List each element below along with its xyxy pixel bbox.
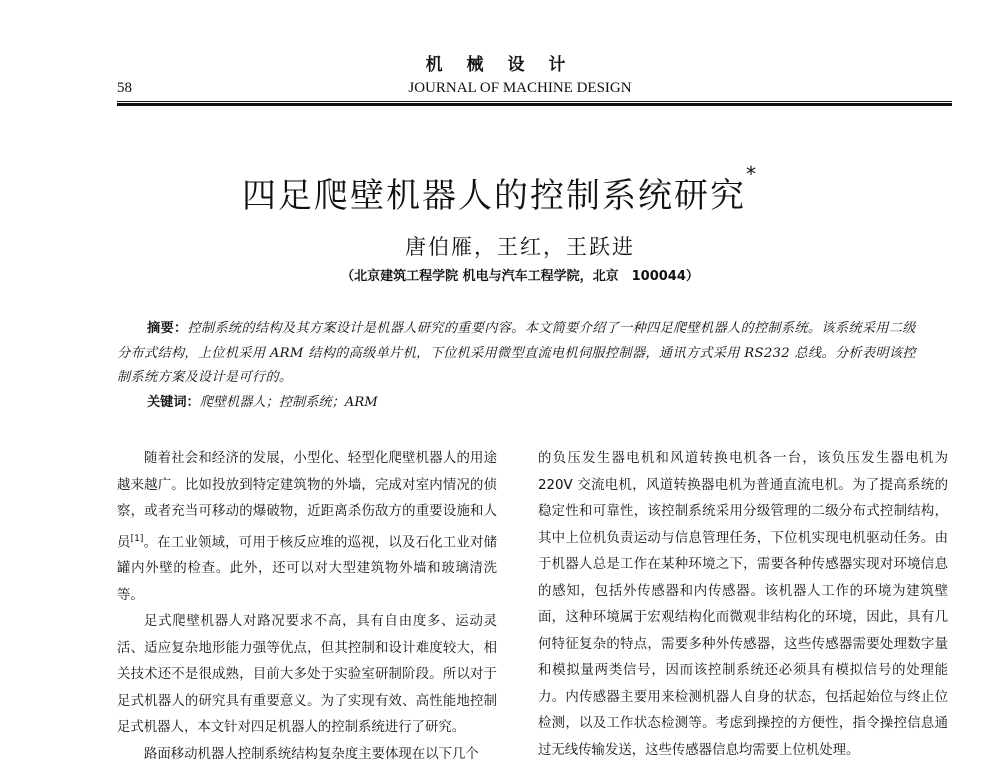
- keywords-label: 关键词：: [147, 395, 200, 410]
- affiliation: （北京建筑工程学院 机电与汽车工程学院，北京 100044）: [341, 269, 699, 284]
- paragraph: 的负压发生器电机和风道转换电机各一台，该负压发生器电机为 220V 交流电机，风道转换器电机为普通直流电机。为了提高系统的稳定性和可靠性，该控制系统采用分级管理的二级分布式控制结构，其中上位机负责运动与信息管理任务，下位机实现电机驱动任务。由于机器人总是工作在某种环境之下，需要各种传感器实现对环境信息的感知，包括外传感器和内传感器。该机器人工作的环境为建筑壁面，这种环境属于宏观结构化而微观非结构化的环境，因此，具有几何特征复杂的特点，需要多种外传感器，这些传感器需要处理数字量和模拟量两类信号，因而该控制系统还必须具有模拟信号的处理能力。内传感器主要用来检测机器人自身的状态，包括起始位与终止位检测，以及工作状态检测等。考虑到操控的方便性，指令操控信息通过无线传输发送，这些传感器信息均需要上位机处理。: [538, 451, 948, 758]
- body-column-right: [538, 446, 948, 764]
- journal-title-en: JOURNAL OF MACHINE DESIGN: [408, 80, 632, 96]
- journal-title-cn: 机 械 设 计: [425, 55, 575, 75]
- abstract-text: 控制系统的结构及其方案设计是机器人研究的重要内容。本文简要介绍了一种四足爬壁机器人的控制系统。该系统采用二级分布式结构，上位机采用 ARM 结构的高级单片机，下位机采用微型直流电机伺服控制器，通讯方式采用 RS232 总线。分析表明该控制系统方案及设计是可行的。: [117, 321, 916, 385]
- keywords: [147, 391, 378, 416]
- header-rule-thin: [117, 101, 952, 102]
- citation-ref: [1]: [130, 533, 144, 544]
- article-title-text: 四足爬壁机器人的控制系统研究: [242, 176, 746, 216]
- title-footnote-mark: *: [746, 162, 758, 186]
- paragraph-text: 随着社会和经济的发展，小型化、轻型化爬壁机器人的用途越来越广。比如投放到特定建筑物的外墙，完成对室内情况的侦察，或者充当可移动的爆破物，近距离杀伤敌方的重要设施和人员: [117, 451, 497, 550]
- body-column-left: [117, 446, 497, 768]
- header-rule-thick: [117, 103, 952, 106]
- paragraph: 足式爬壁机器人对路况要求不高，具有自由度多、运动灵活、适应复杂地形能力强等优点，但其控制和设计难度较大，相关技术还不是很成熟，目前大多处于实验室研制阶段。所以对于足式机器人的研究具有重要意义。为了实现有效、高性能地控制足式机器人，本文针对四足机器人的控制系统进行了研究。: [117, 614, 497, 736]
- abstract: [117, 317, 927, 391]
- paragraph: 路面移动机器人控制系统结构复杂度主要体现在以下几个: [144, 746, 479, 762]
- keywords-text: 爬壁机器人；控制系统；ARM: [199, 395, 378, 410]
- abstract-label: 摘要：: [147, 321, 188, 336]
- author-list: 唐伯雁，王红，王跃进: [405, 235, 635, 259]
- article-title: [0, 162, 1000, 217]
- paragraph: [117, 446, 497, 609]
- page-number: 58: [117, 80, 132, 96]
- paragraph-text: 。在工业领域，可用于核反应堆的巡视，以及石化工业对储罐内外壁的检查。此外，还可以对大型建筑物外墙和玻璃清洗等。: [117, 534, 498, 603]
